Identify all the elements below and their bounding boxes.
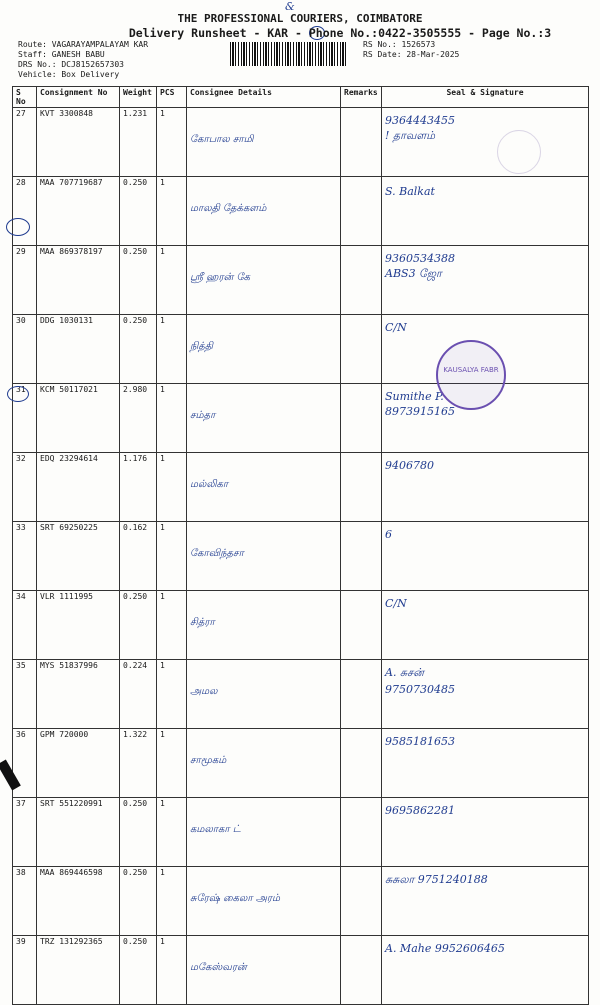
- signature-text-2: 9750730485: [385, 683, 455, 696]
- sno-cell: [13, 936, 37, 1005]
- consignment-cell: [37, 798, 120, 867]
- sno-cell: [13, 591, 37, 660]
- pcs-text: 1: [160, 799, 165, 808]
- pcs-text: 1: [160, 109, 165, 118]
- header-remarks: Remarks: [341, 87, 382, 108]
- signature-text-2: ! தாவளம்: [385, 129, 436, 142]
- sno-text: 34: [16, 592, 26, 601]
- weight-cell: [120, 591, 157, 660]
- remarks-cell: [341, 315, 382, 384]
- consignee-cell: [187, 108, 341, 177]
- pcs-text: 1: [160, 316, 165, 325]
- weight-cell: [120, 729, 157, 798]
- sno-cell: [13, 798, 37, 867]
- consignment-cell: [37, 936, 120, 1005]
- consignment-text: DDG 1030131: [40, 316, 93, 325]
- row-30-mark: [6, 218, 30, 236]
- weight-text: 2.980: [123, 385, 148, 394]
- consignment-text: MAA 869446598: [40, 868, 103, 877]
- header-consignee: Consignee Details: [187, 87, 341, 108]
- sno-text: 38: [16, 868, 26, 877]
- consignee-text: சித்ரா: [190, 617, 215, 628]
- consignment-cell: [37, 729, 120, 798]
- consignment-cell: [37, 867, 120, 936]
- company-seal-stamp: [436, 340, 506, 410]
- signature-text-2: 8973915165: [385, 405, 455, 418]
- remarks-cell: [341, 522, 382, 591]
- signature-text: C/N: [385, 321, 407, 334]
- weight-cell: [120, 177, 157, 246]
- table-row: [13, 384, 589, 453]
- sno-cell: [13, 315, 37, 384]
- weight-cell: [120, 936, 157, 1005]
- remarks-cell: [341, 798, 382, 867]
- drs-field: DRS No.: DCJ8152657303: [18, 60, 124, 69]
- weight-text: 1.322: [123, 730, 148, 739]
- signature-cell: [382, 729, 589, 798]
- consignee-cell: [187, 660, 341, 729]
- signature-text-2: S. Balkat: [385, 185, 435, 198]
- consignment-text: MAA 869378197: [40, 247, 103, 256]
- pcs-text: 1: [160, 523, 165, 532]
- weight-text: 0.250: [123, 592, 148, 601]
- pcs-cell: [157, 936, 187, 1005]
- consignee-text: சுரேஷ் கைலா அரம்: [190, 893, 281, 904]
- pcs-cell: [157, 660, 187, 729]
- runsheet-meta-right: [363, 40, 459, 60]
- weight-text: 0.250: [123, 868, 148, 877]
- sno-cell: [13, 522, 37, 591]
- signature-cell: [382, 798, 589, 867]
- signature-text: Sumithe P.: [385, 390, 444, 403]
- signature-cell: [382, 177, 589, 246]
- sno-text: 36: [16, 730, 26, 739]
- rs-number-field: RS No.: 1526573: [363, 40, 436, 49]
- vehicle-field: Vehicle: Box Delivery: [18, 70, 120, 79]
- sno-text: 39: [16, 937, 26, 946]
- weight-text: 0.250: [123, 799, 148, 808]
- consignment-cell: [37, 522, 120, 591]
- consignee-text: மாலதி தேக்களம்: [190, 203, 267, 214]
- pcs-text: 1: [160, 385, 165, 394]
- consignment-cell: [37, 660, 120, 729]
- signature-cell: [382, 522, 589, 591]
- seal-text: KAUSALYA FABR: [443, 366, 499, 374]
- pcs-text: 1: [160, 730, 165, 739]
- consignee-text: மல்லிகா: [190, 479, 229, 490]
- sno-text: 37: [16, 799, 26, 808]
- pcs-text: 1: [160, 454, 165, 463]
- sno-cell: [13, 453, 37, 522]
- consignee-cell: [187, 246, 341, 315]
- consignee-cell: [187, 591, 341, 660]
- signature-text: 9695862281: [385, 804, 455, 817]
- consignment-text: KVT 3300848: [40, 109, 93, 118]
- pcs-text: 1: [160, 178, 165, 187]
- remarks-cell: [341, 936, 382, 1005]
- consignee-text: சம்தா: [190, 410, 216, 421]
- signature-cell: [382, 453, 589, 522]
- remarks-cell: [341, 729, 382, 798]
- pcs-cell: [157, 453, 187, 522]
- consignment-text: VLR 1111995: [40, 592, 93, 601]
- remarks-cell: [341, 246, 382, 315]
- pcs-text: 1: [160, 592, 165, 601]
- consignee-cell: [187, 936, 341, 1005]
- pcs-cell: [157, 729, 187, 798]
- weight-cell: [120, 384, 157, 453]
- header-signature: Seal & Signature: [382, 87, 589, 108]
- consignment-text: SRT 551220991: [40, 799, 103, 808]
- weight-text: 1.176: [123, 454, 148, 463]
- consignment-cell: [37, 108, 120, 177]
- consignment-text: MYS 51837996: [40, 661, 98, 670]
- signature-text: 9585181653: [385, 735, 455, 748]
- consignment-text: GPM 720000: [40, 730, 89, 739]
- pcs-cell: [157, 522, 187, 591]
- consignee-cell: [187, 384, 341, 453]
- weight-cell: [120, 453, 157, 522]
- consignee-cell: [187, 315, 341, 384]
- pcs-cell: [157, 108, 187, 177]
- remarks-cell: [341, 177, 382, 246]
- remarks-cell: [341, 660, 382, 729]
- consignee-text: அமல: [190, 686, 218, 697]
- consignment-text: TRZ 131292365: [40, 937, 103, 946]
- signature-text: 9406780: [385, 459, 434, 472]
- pcs-cell: [157, 246, 187, 315]
- staff-field: Staff: GANESH BABU: [18, 50, 105, 59]
- sno-cell: [13, 246, 37, 315]
- weight-cell: [120, 660, 157, 729]
- weight-text: 0.250: [123, 316, 148, 325]
- consignee-text: கோபால சாமி: [190, 134, 254, 145]
- consignment-text: SRT 69250225: [40, 523, 98, 532]
- signature-text: C/N: [385, 597, 407, 610]
- signature-text: சுசுலா 9751240188: [385, 873, 488, 886]
- signature-cell: [382, 591, 589, 660]
- sno-text: 28: [16, 178, 26, 187]
- weight-cell: [120, 315, 157, 384]
- sno-cell: [13, 108, 37, 177]
- pcs-text: 1: [160, 247, 165, 256]
- header-pcs: PCS: [157, 87, 187, 108]
- sno-text: 31: [16, 385, 26, 394]
- signature-text: A. Mahe 9952606465: [385, 942, 505, 955]
- consignment-cell: [37, 246, 120, 315]
- consignment-text: EDQ 23294614: [40, 454, 98, 463]
- table-header-row: [13, 87, 589, 108]
- signature-text: 9364443455: [385, 114, 455, 127]
- sno-cell: [13, 660, 37, 729]
- sno-text: 27: [16, 109, 26, 118]
- runsheet-meta-left: [18, 40, 148, 80]
- consignee-text: ஸ்ரீ ஹரன் கே: [190, 272, 250, 283]
- header-consignment: Consignment No: [37, 87, 120, 108]
- sno-cell: [13, 867, 37, 936]
- table-row: [13, 798, 589, 867]
- consignment-cell: [37, 315, 120, 384]
- consignee-text: சாமூகம்: [190, 755, 227, 766]
- document-title: THE PROFESSIONAL COURIERS, COIMBATORE: [177, 12, 423, 25]
- remarks-cell: [341, 867, 382, 936]
- signature-cell: [382, 246, 589, 315]
- weight-cell: [120, 867, 157, 936]
- row-34-mark: [7, 386, 29, 402]
- sno-text: 29: [16, 247, 26, 256]
- sno-text: 35: [16, 661, 26, 670]
- table-row: [13, 660, 589, 729]
- barcode: [230, 42, 348, 66]
- pcs-cell: [157, 315, 187, 384]
- runsheet-subtitle: Delivery Runsheet - KAR - Phone No.:0422-3505555 - Page No.:3: [128, 26, 552, 40]
- consignee-text: நித்தி: [190, 341, 213, 352]
- consignment-cell: [37, 384, 120, 453]
- consignee-text: மகேஸ்வரன்: [190, 962, 247, 973]
- table-row: [13, 522, 589, 591]
- table-row: [13, 177, 589, 246]
- consignment-cell: [37, 453, 120, 522]
- weight-text: 0.250: [123, 178, 148, 187]
- pcs-text: 1: [160, 661, 165, 670]
- weight-text: 0.250: [123, 937, 148, 946]
- signature-cell: [382, 660, 589, 729]
- consignment-cell: [37, 591, 120, 660]
- remarks-cell: [341, 384, 382, 453]
- consignee-text: கமலாகா ட்: [190, 824, 241, 835]
- pcs-cell: [157, 384, 187, 453]
- weight-text: 1.231: [123, 109, 148, 118]
- table-row: [13, 729, 589, 798]
- pcs-cell: [157, 591, 187, 660]
- remarks-cell: [341, 591, 382, 660]
- delivery-table: [12, 86, 589, 1005]
- consignment-text: KCM 50117021: [40, 385, 98, 394]
- consignee-cell: [187, 729, 341, 798]
- faded-stamp: [497, 130, 541, 174]
- table-row: [13, 867, 589, 936]
- consignee-cell: [187, 522, 341, 591]
- rs-date-field: RS Date: 28-Mar-2025: [363, 50, 460, 59]
- consignee-cell: [187, 177, 341, 246]
- pcs-text: 1: [160, 937, 165, 946]
- pcs-cell: [157, 867, 187, 936]
- weight-text: 0.224: [123, 661, 148, 670]
- table-row: [13, 246, 589, 315]
- consignee-cell: [187, 867, 341, 936]
- sno-text: 32: [16, 454, 26, 463]
- signature-cell: [382, 108, 589, 177]
- pcs-text: 1: [160, 868, 165, 877]
- table-row: [13, 453, 589, 522]
- pcs-cell: [157, 798, 187, 867]
- weight-text: 0.162: [123, 523, 148, 532]
- weight-cell: [120, 108, 157, 177]
- remarks-cell: [341, 453, 382, 522]
- consignment-cell: [37, 177, 120, 246]
- signature-cell: [382, 867, 589, 936]
- weight-cell: [120, 798, 157, 867]
- route-field: Route: VAGARAYAMPALAYAM KAR: [18, 40, 149, 49]
- signature-text-2: ABS3 ஜோ: [385, 267, 442, 280]
- consignee-text: கோவிந்தசா: [190, 548, 244, 559]
- signature-text: A. சுசன்: [385, 666, 424, 679]
- signature-cell: [382, 936, 589, 1005]
- consignee-cell: [187, 798, 341, 867]
- signature-text: 9360534388: [385, 252, 455, 265]
- weight-cell: [120, 522, 157, 591]
- table-row: [13, 936, 589, 1005]
- sno-text: 33: [16, 523, 26, 532]
- header-weight: Weight: [120, 87, 157, 108]
- weight-cell: [120, 246, 157, 315]
- signature-text: 6: [385, 528, 392, 541]
- remarks-cell: [341, 108, 382, 177]
- consignee-cell: [187, 453, 341, 522]
- header-sno: S No: [13, 87, 37, 108]
- consignment-text: MAA 707719687: [40, 178, 103, 187]
- top-scribble: &: [285, 0, 295, 13]
- sno-text: 30: [16, 316, 26, 325]
- weight-text: 0.250: [123, 247, 148, 256]
- table-row: [13, 591, 589, 660]
- pcs-cell: [157, 177, 187, 246]
